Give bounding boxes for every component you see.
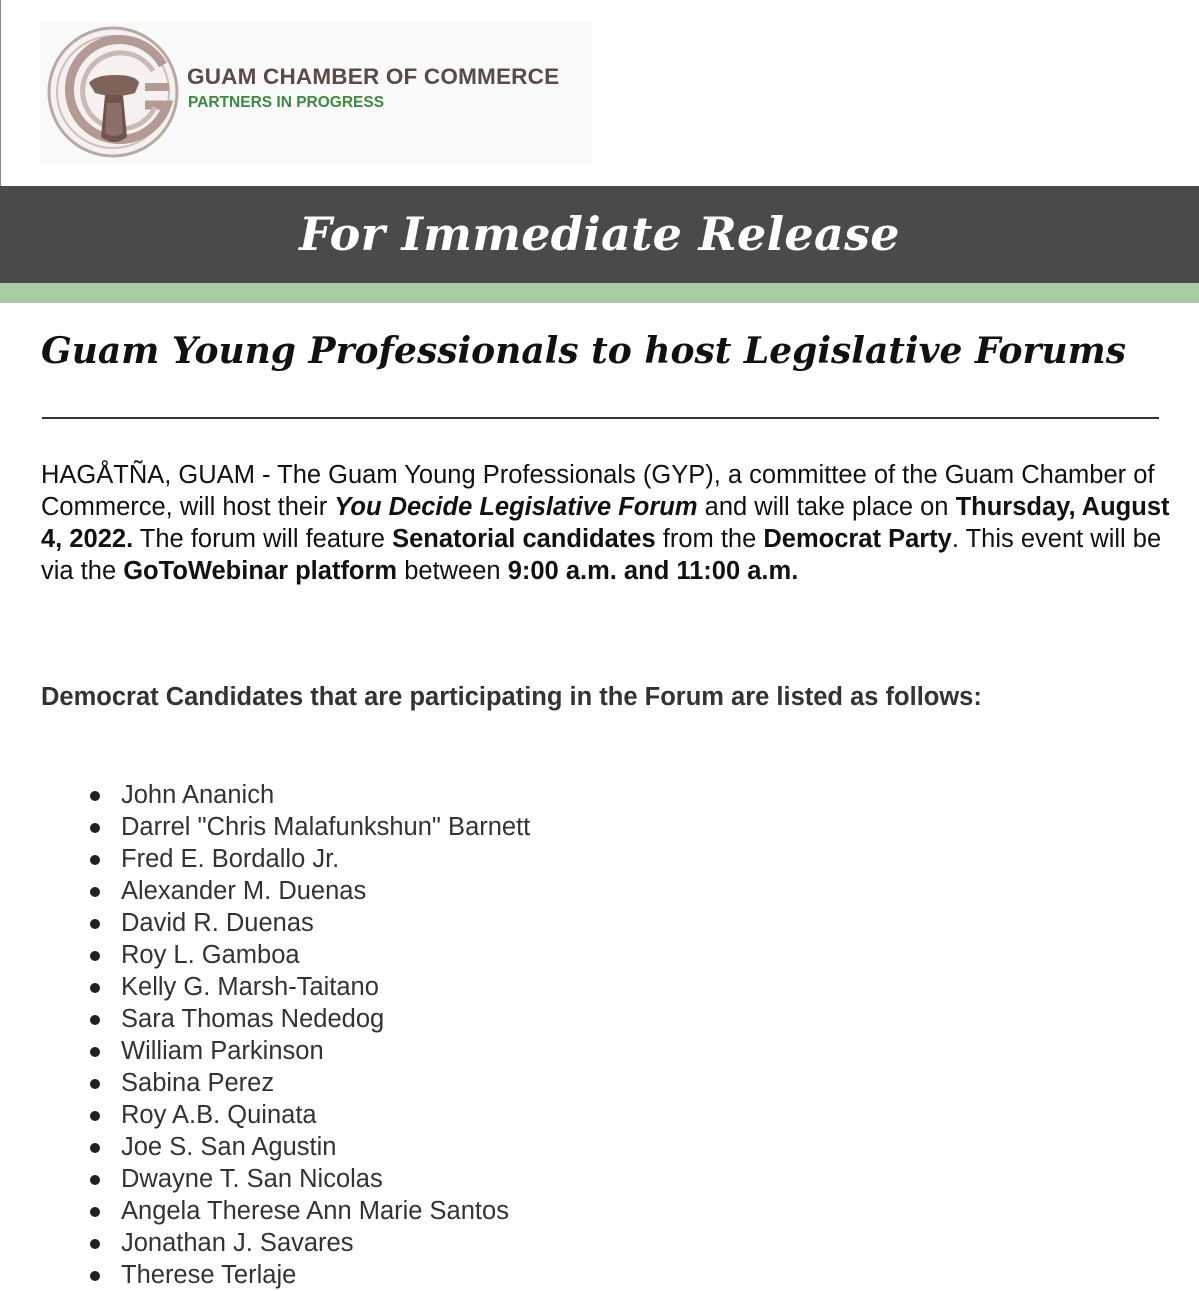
bullet-icon: [90, 1111, 100, 1121]
banner-title: For Immediate Release: [299, 206, 900, 261]
bullet-icon: [90, 887, 100, 897]
banner-accent-stripe: [0, 283, 1199, 303]
candidate-name: Angela Therese Ann Marie Santos: [121, 1197, 509, 1225]
body-text-segment: and will take place on: [697, 493, 956, 521]
candidate-name: Alexander M. Duenas: [121, 877, 367, 905]
bullet-icon: [90, 855, 100, 865]
candidate-name: William Parkinson: [121, 1037, 324, 1065]
bullet-icon: [90, 791, 100, 801]
candidate-name: Jonathan J. Savares: [121, 1229, 354, 1257]
chamber-seal-icon: [45, 25, 185, 160]
candidate-name: Joe S. San Agustin: [121, 1133, 337, 1161]
press-release-headline: Guam Young Professionals to host Legislative Forums: [41, 330, 1127, 372]
candidate-name: Fred E. Bordallo Jr.: [121, 845, 340, 873]
bullet-icon: [90, 1015, 100, 1025]
chamber-logo: [40, 22, 592, 164]
bullet-icon: [90, 823, 100, 833]
event-name: You Decide Legislative Forum: [334, 493, 698, 521]
candidate-name: Roy A.B. Quinata: [121, 1101, 317, 1129]
candidate-type: Senatorial candidates: [392, 525, 656, 553]
body-text-segment: . This event will be via the: [41, 525, 1162, 585]
bullet-icon: [90, 1239, 100, 1249]
candidate-list-heading: Democrat Candidates that are participating in the Forum are listed as follows:: [41, 683, 982, 711]
candidate-name: John Ananich: [121, 781, 275, 809]
bullet-icon: [90, 919, 100, 929]
candidate-name: Sabina Perez: [121, 1069, 275, 1097]
platform-name: GoToWebinar platform: [123, 557, 398, 585]
candidate-name: Darrel "Chris Malafunkshun" Barnett: [121, 813, 531, 841]
headline-divider: [42, 417, 1159, 419]
body-text-segment: The forum will feature: [133, 525, 393, 553]
bullet-icon: [90, 951, 100, 961]
body-text-segment: HAGÅTÑA, GUAM - The Guam Young Professionals (GYP), a committee of the Guam Chamber of Commerce, will host their: [41, 461, 1155, 521]
body-text-segment: between: [397, 557, 508, 585]
candidate-name: Therese Terlaje: [121, 1261, 297, 1289]
bullet-icon: [90, 1175, 100, 1185]
candidate-name: David R. Duenas: [121, 909, 314, 937]
release-banner: [0, 186, 1199, 283]
page-left-border: [0, 0, 1, 186]
candidate-name: Kelly G. Marsh-Taitano: [121, 973, 379, 1001]
bullet-icon: [90, 1207, 100, 1217]
party-name: Democrat Party: [763, 525, 952, 553]
body-text-segment: from the: [655, 525, 764, 553]
bullet-icon: [90, 983, 100, 993]
press-release-paragraph: [41, 459, 1171, 587]
logo-organization-name: GUAM CHAMBER OF COMMERCE: [187, 64, 560, 89]
candidate-name: Sara Thomas Nededog: [121, 1005, 385, 1033]
bullet-icon: [90, 1079, 100, 1089]
bullet-icon: [90, 1271, 100, 1281]
bullet-icon: [90, 1143, 100, 1153]
candidate-name: Dwayne T. San Nicolas: [121, 1165, 383, 1193]
logo-tagline: PARTNERS IN PROGRESS: [188, 94, 385, 111]
bullet-icon: [90, 1047, 100, 1057]
candidate-name: Roy L. Gamboa: [121, 941, 300, 969]
event-date: Thursday, August 4, 2022.: [41, 493, 1170, 553]
event-time: 9:00 a.m. and 11:00 a.m.: [507, 557, 799, 585]
